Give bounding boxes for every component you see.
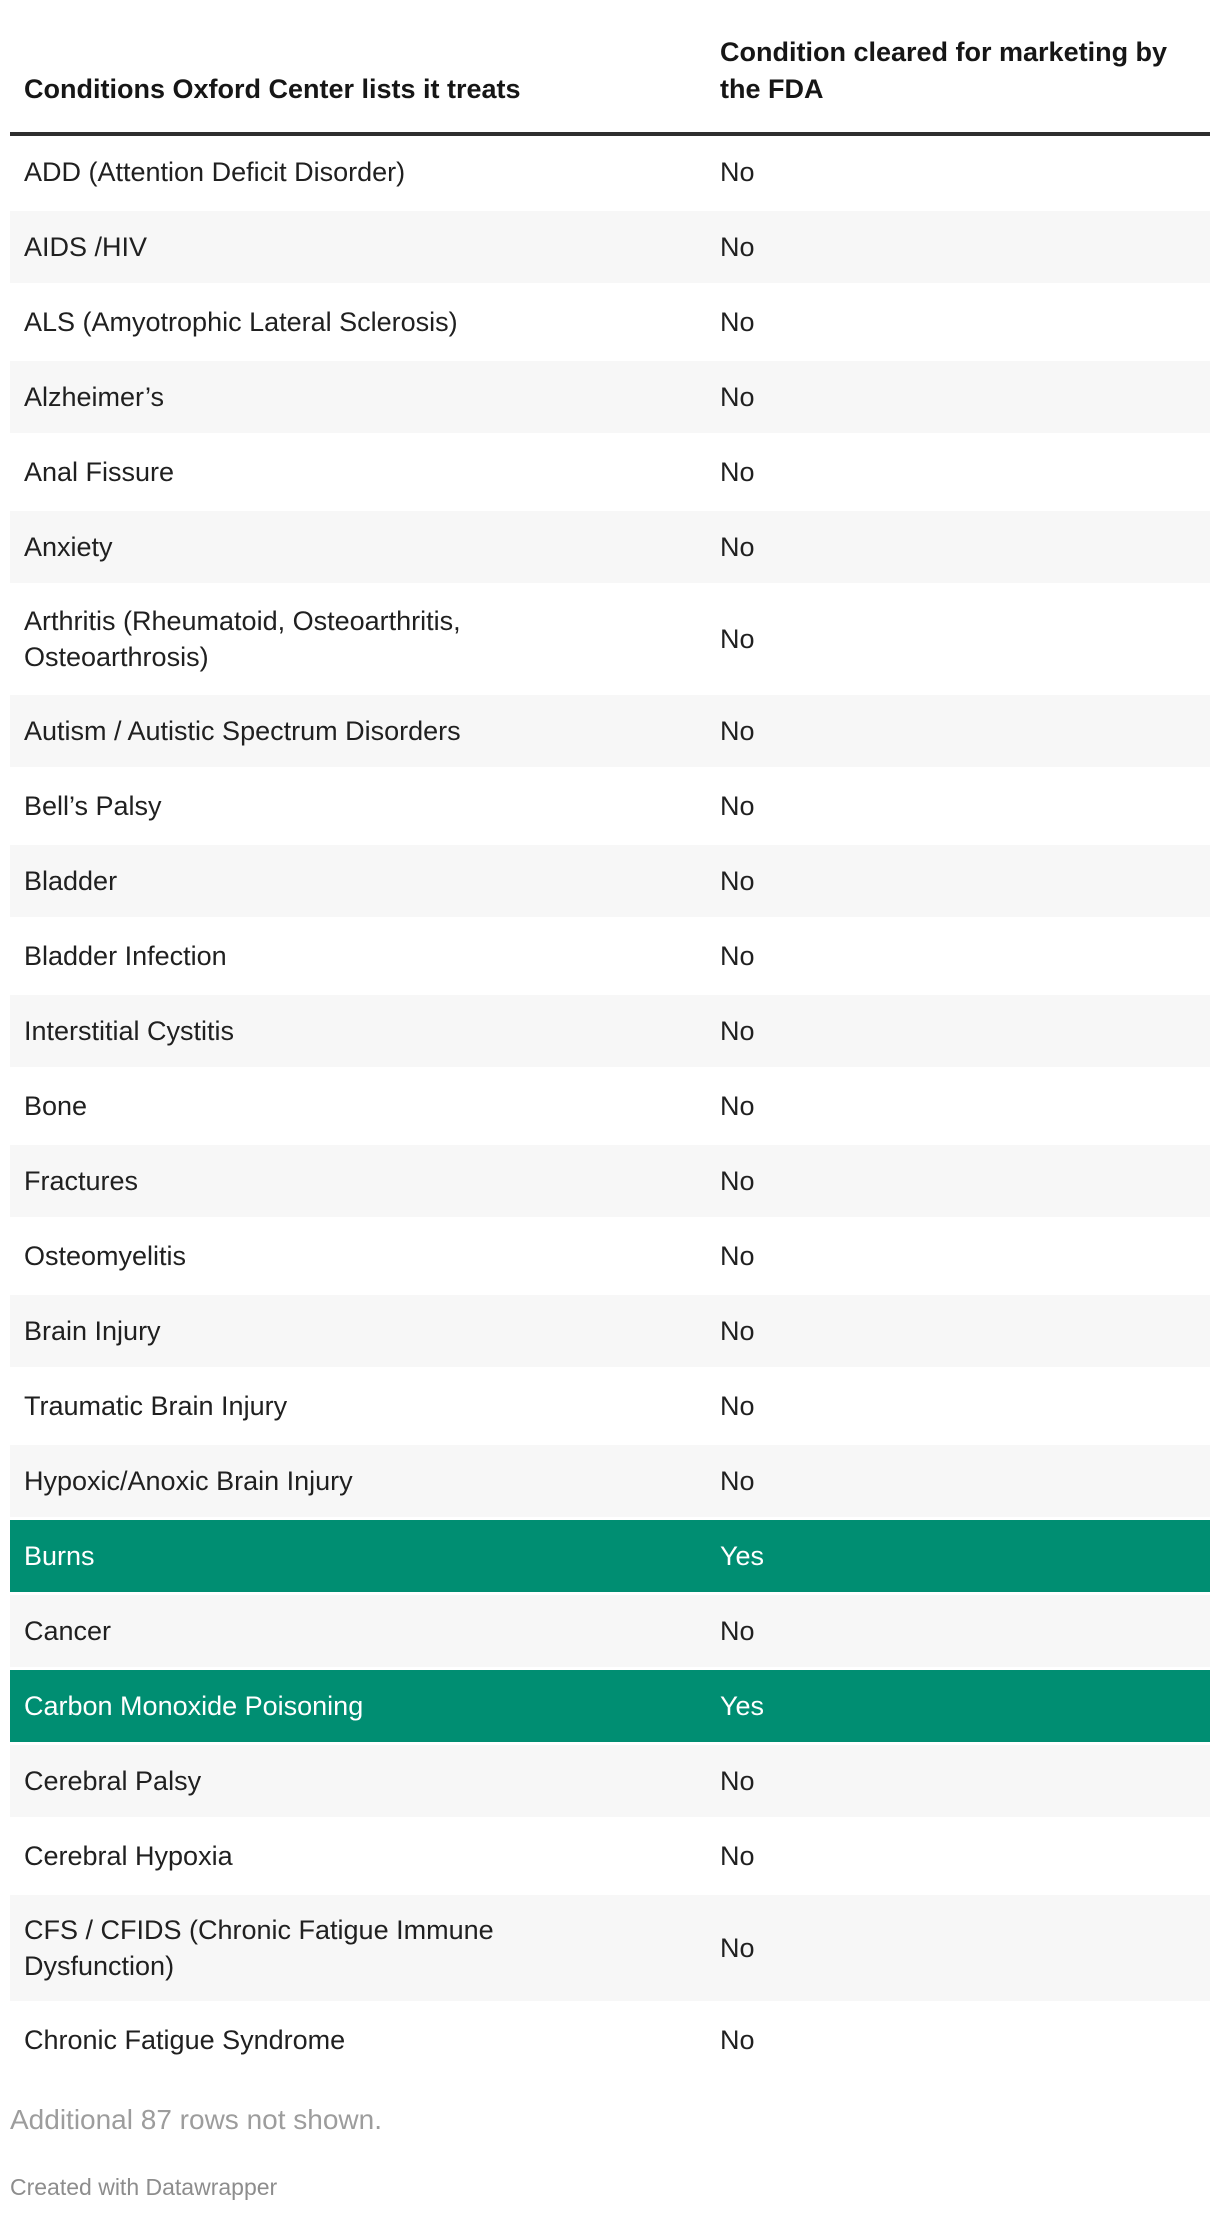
table-row — [10, 586, 1210, 695]
table-row — [10, 361, 1210, 436]
condition-cell: Arthritis (Rheumatoid, Osteoarthritis, Osteoarthrosis) — [24, 606, 461, 672]
table-row-highlighted — [10, 1670, 1210, 1745]
fda-cleared-cell: No — [720, 307, 755, 337]
table-row — [10, 1070, 1210, 1145]
condition-cell: Hypoxic/Anoxic Brain Injury — [24, 1466, 353, 1496]
table-row — [10, 1445, 1210, 1520]
fda-cleared-cell: No — [720, 2025, 755, 2055]
condition-cell: Carbon Monoxide Poisoning — [24, 1691, 364, 1721]
table-row — [10, 920, 1210, 995]
fda-cleared-cell: No — [720, 1316, 755, 1346]
condition-cell: Cerebral Hypoxia — [24, 1841, 233, 1871]
fda-cleared-cell: No — [720, 457, 755, 487]
fda-cleared-cell: No — [720, 716, 755, 746]
table-row — [10, 1295, 1210, 1370]
condition-cell: ALS (Amyotrophic Lateral Sclerosis) — [24, 307, 458, 337]
table-row — [10, 995, 1210, 1070]
fda-cleared-cell: Yes — [720, 1541, 765, 1571]
table-row — [10, 136, 1210, 211]
fda-cleared-cell: No — [720, 1841, 755, 1871]
column-header-conditions: Conditions Oxford Center lists it treats — [24, 74, 521, 104]
condition-cell: Bladder Infection — [24, 941, 227, 971]
fda-cleared-cell: Yes — [720, 1691, 765, 1721]
fda-cleared-cell: No — [720, 1466, 755, 1496]
fda-cleared-cell: No — [720, 1616, 755, 1646]
table-body — [10, 136, 1210, 2079]
condition-cell: Cancer — [24, 1616, 112, 1646]
table-row — [10, 1145, 1210, 1220]
fda-cleared-cell: No — [720, 866, 755, 896]
condition-cell: Fractures — [24, 1166, 139, 1196]
condition-cell: Autism / Autistic Spectrum Disorders — [24, 716, 461, 746]
table-row — [10, 845, 1210, 920]
table-row — [10, 1595, 1210, 1670]
condition-cell: Alzheimer’s — [24, 382, 165, 412]
condition-cell: Chronic Fatigue Syndrome — [24, 2025, 346, 2055]
table-row — [10, 770, 1210, 845]
condition-cell: Bladder — [24, 866, 118, 896]
table-header — [10, 34, 1210, 136]
datawrapper-credit: Created with Datawrapper — [10, 2174, 278, 2200]
fda-cleared-cell: No — [720, 791, 755, 821]
condition-cell: Anal Fissure — [24, 457, 175, 487]
condition-cell: Traumatic Brain Injury — [24, 1391, 288, 1421]
fda-cleared-cell: No — [720, 532, 755, 562]
condition-cell: Anxiety — [24, 532, 113, 562]
fda-cleared-cell: No — [720, 1933, 755, 1963]
fda-cleared-cell: No — [720, 1766, 755, 1796]
column-header-fda-cleared: Condition cleared for marketing by the FDA — [720, 37, 1168, 104]
condition-cell: CFS / CFIDS (Chronic Fatigue Immune Dysfunction) — [24, 1915, 494, 1981]
condition-cell: AIDS /HIV — [24, 232, 148, 262]
table-row — [10, 286, 1210, 361]
table-row — [10, 1820, 1210, 1895]
fda-cleared-cell: No — [720, 382, 755, 412]
condition-cell: Interstitial Cystitis — [24, 1016, 235, 1046]
table-row — [10, 436, 1210, 511]
fda-cleared-cell: No — [720, 1016, 755, 1046]
fda-cleared-cell: No — [720, 624, 755, 654]
table-row — [10, 1895, 1210, 2004]
fda-cleared-cell: No — [720, 232, 755, 262]
condition-cell: Bone — [24, 1091, 88, 1121]
fda-cleared-cell: No — [720, 1241, 755, 1271]
condition-cell: ADD (Attention Deficit Disorder) — [24, 157, 406, 187]
fda-cleared-cell: No — [720, 941, 755, 971]
fda-cleared-cell: No — [720, 1391, 755, 1421]
table-row — [10, 211, 1210, 286]
condition-cell: Osteomyelitis — [24, 1241, 187, 1271]
table-row — [10, 511, 1210, 586]
condition-cell: Brain Injury — [24, 1316, 161, 1346]
fda-cleared-cell: No — [720, 1091, 755, 1121]
condition-cell: Bell’s Palsy — [24, 791, 162, 821]
fda-cleared-cell: No — [720, 157, 755, 187]
condition-cell: Burns — [24, 1541, 95, 1571]
rows-not-shown-note: Additional 87 rows not shown. — [10, 2104, 382, 2135]
condition-cell: Cerebral Palsy — [24, 1766, 202, 1796]
table-row — [10, 1370, 1210, 1445]
table-row-highlighted — [10, 1520, 1210, 1595]
table-row — [10, 1745, 1210, 1820]
table-row — [10, 2004, 1210, 2079]
table-row — [10, 1220, 1210, 1295]
table-row — [10, 695, 1210, 770]
fda-cleared-cell: No — [720, 1166, 755, 1196]
